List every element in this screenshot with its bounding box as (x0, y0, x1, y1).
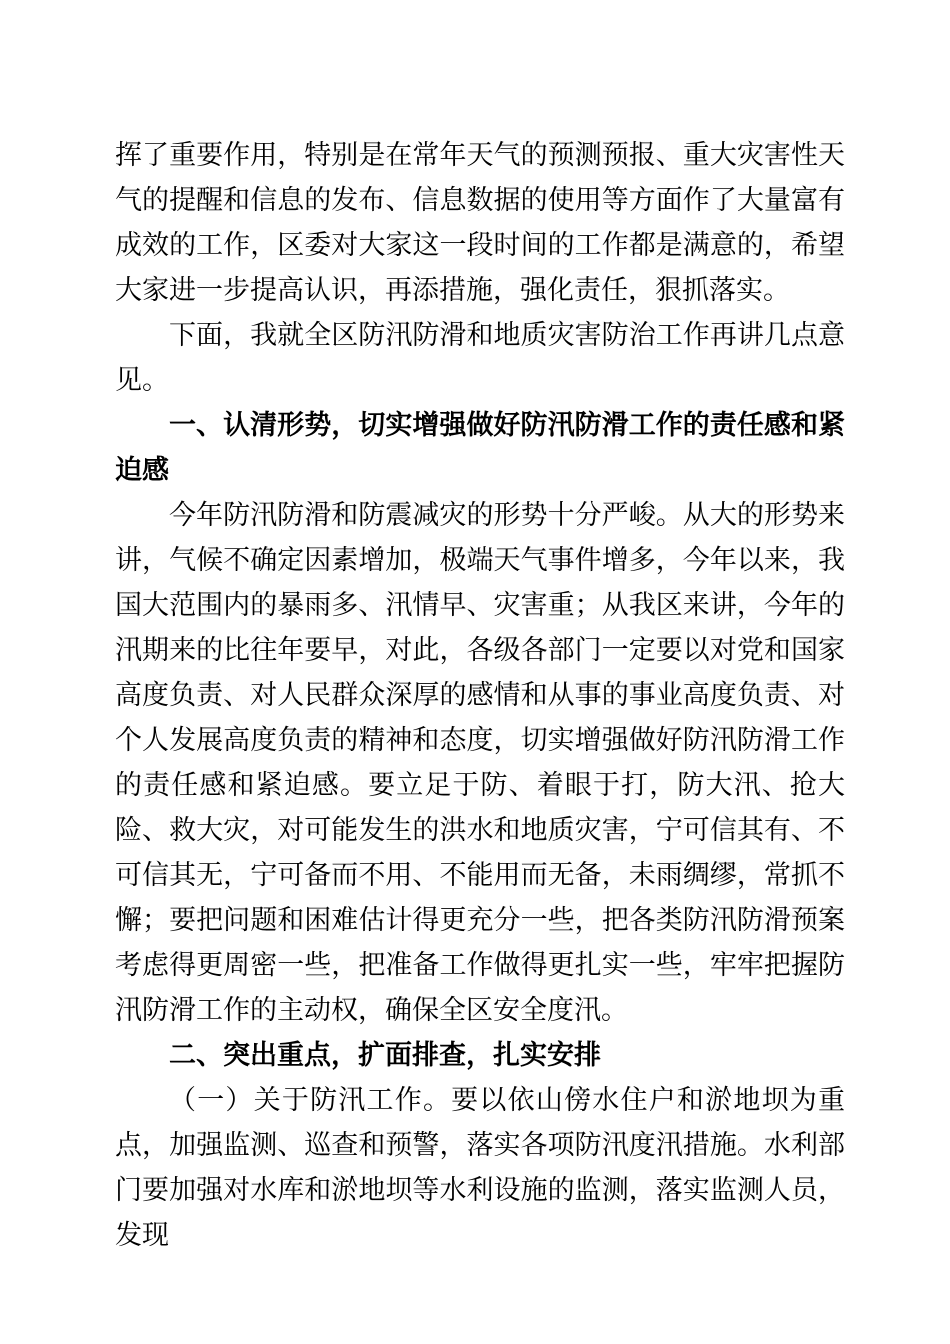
paragraph-continuation: 挥了重要作用，特别是在常年天气的预测预报、重大灾害性天气的提醒和信息的发布、信息数据的使用等方面作了大量富有成效的工作，区委对大家这一段时间的工作都是满意的，希望大家进一步提高认识，再添措施，强化责任，狠抓落实。 (115, 140, 845, 305)
paragraph-intro: 下面，我就全区防汛防滑和地质灾害防治工作再讲几点意见。 (115, 320, 845, 395)
section-2-subsection-1-paragraph: （一）关于防汛工作。要以依山傍水住户和淤地坝为重点，加强监测、巡查和预警，落实各项防汛度汛措施。水利部门要加强对水库和淤地坝等水利设施的监测，落实监测人员，发现 (115, 1085, 845, 1250)
section-1-paragraph: 今年防汛防滑和防震减灾的形势十分严峻。从大的形势来讲，气候不确定因素增加，极端天气事件增多，今年以来，我国大范围内的暴雨多、汛情早、灾害重；从我区来讲，今年的汛期来的比往年要早，对此，各级各部门一定要以对党和国家高度负责、对人民群众深厚的感情和从事的事业高度负责、对个人发展高度负责的精神和态度，切实增强做好防汛防滑工作的责任感和紧迫感。要立足于防、着眼于打，防大汛、抢大险、救大灾，对可能发生的洪水和地质灾害，宁可信其有、不可信其无，宁可备而不用、不能用而无备，未雨绸缪，常抓不懈；要把问题和困难估计得更充分一些，把各类防汛防滑预案考虑得更周密一些，把准备工作做得更扎实一些，牢牢把握防汛防滑工作的主动权，确保全区安全度汛。 (115, 500, 845, 1025)
section-1-heading: 一、认清形势，切实增强做好防汛防滑工作的责任感和紧迫感 (115, 410, 845, 485)
section-2-heading: 二、突出重点，扩面排查，扎实安排 (169, 1040, 601, 1070)
